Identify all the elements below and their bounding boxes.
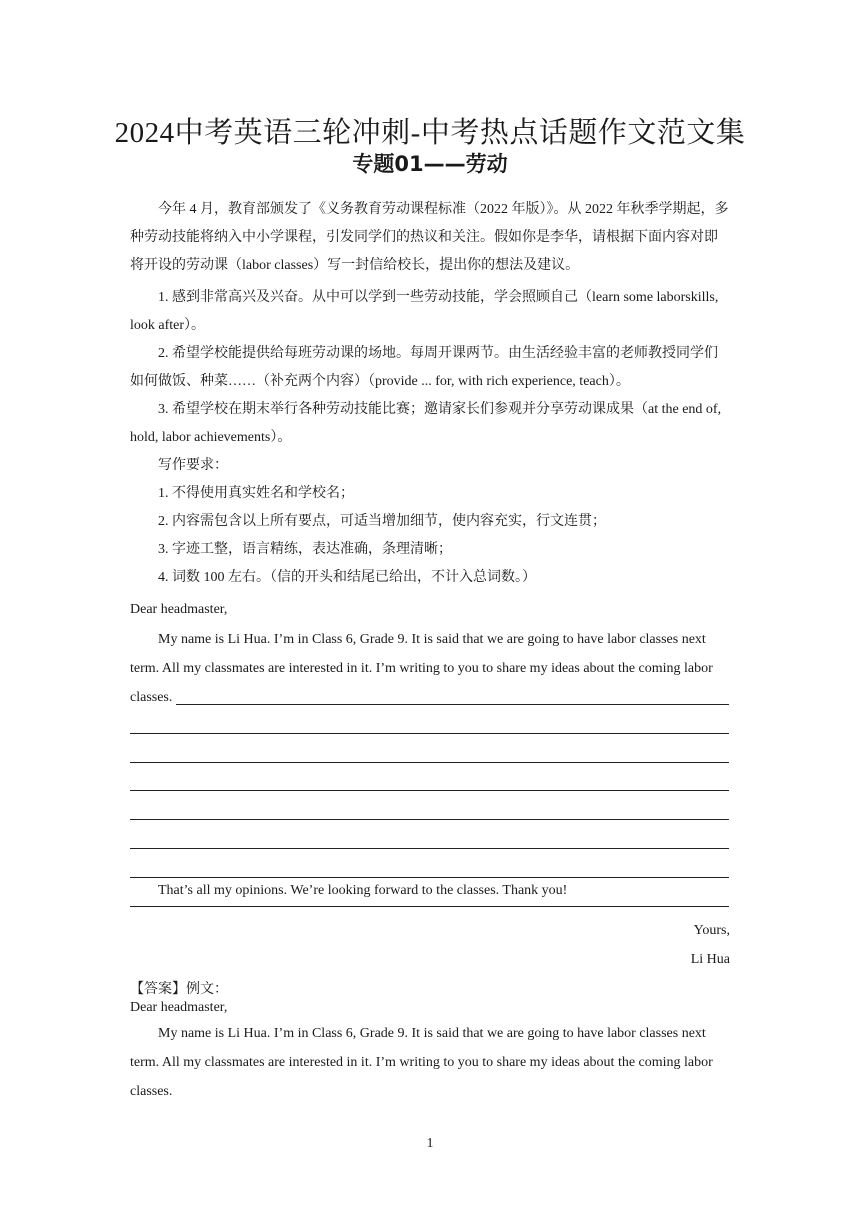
answer-greeting: Dear headmaster, <box>130 1000 228 1015</box>
prompt-intro: 今年 4 月，教育部颁发了《义务教育劳动课程标准（2022 年版）》。从 2022 年秋季学期起，多种劳动技能将纳入中小学课程，引发同学们的热议和关注。假如你是李华，请根据下面内容对即将开设的劳动课（labor classes）写一封信给校长，提出你的想法及建议。 <box>130 202 729 273</box>
page-number: 1 <box>426 1136 434 1151</box>
answer-label: 【答案】例文： <box>130 982 228 997</box>
letter-closing: That’s all my opinions. We’re looking forward to the classes. Thank you! <box>158 883 568 898</box>
writing-line <box>130 848 729 849</box>
requirement-2: 2. 内容需包含以上所有要点，可适当增加细节，使内容充实，行文连贯； <box>158 514 606 529</box>
writing-line <box>130 790 729 791</box>
letter-signoff: Yours, <box>693 923 730 938</box>
letter-opening: My name is Li Hua. I’m in Class 6, Grade 9. It is said that we are going to have labor classes next term. All my classmates are interested in it. I’m writing to you to share my ideas about the coming labor classes. <box>130 632 713 705</box>
requirement-1: 1. 不得使用真实姓名和学校名； <box>158 486 354 501</box>
prompt-point-3: 3. 希望学校在期末举行各种劳动技能比赛；邀请家长们参观并分享劳动课成果（at the end of, hold, labor achievements）。 <box>130 402 722 445</box>
document-title: 2024中考英语三轮冲刺-中考热点话题作文范文集 <box>114 117 746 149</box>
prompt-point-2: 2. 希望学校能提供给每班劳动课的场地。每周开课两节。由生活经验丰富的老师教授同学们如何做饭、种菜……（补充两个内容）（provide ... for, with rich experience, teach）。 <box>130 346 718 389</box>
requirements-label: 写作要求： <box>158 458 228 473</box>
writing-line <box>130 762 729 763</box>
writing-line <box>130 819 729 820</box>
writing-line <box>176 704 729 705</box>
requirement-4: 4. 词数 100 左右。（信的开头和结尾已给出，不计入总词数。） <box>158 570 536 585</box>
letter-name: Li Hua <box>690 952 730 967</box>
answer-opening: My name is Li Hua. I’m in Class 6, Grade 9. It is said that we are going to have labor classes next term. All my classmates are interested in it. I’m writing to you to share my ideas about the coming labor classes. <box>130 1026 713 1099</box>
writing-line <box>130 906 729 907</box>
prompt-point-1: 1. 感到非常高兴及兴奋。从中可以学到一些劳动技能，学会照顾自己（learn some laborskills, look after）。 <box>130 290 719 333</box>
requirement-3: 3. 字迹工整，语言精练，表达准确，条理清晰； <box>158 542 452 557</box>
document-subtitle: 专题01——劳动 <box>352 152 508 176</box>
letter-greeting: Dear headmaster, <box>130 602 228 617</box>
writing-line <box>130 733 729 734</box>
